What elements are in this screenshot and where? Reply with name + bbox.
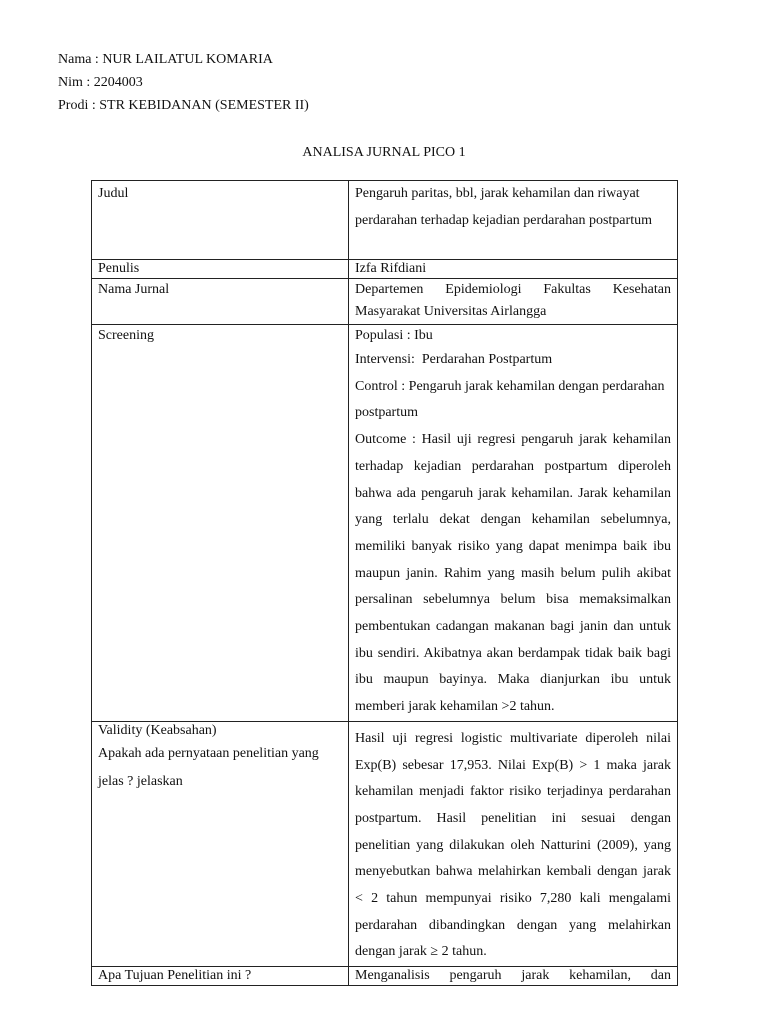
- pico-analysis-table: [91, 180, 678, 986]
- table-row: [92, 181, 678, 260]
- table-row: [92, 967, 678, 986]
- row-value-nama-jurnal: Departemen Epidemiologi Fakultas Kesehatan Masyarakat Universitas Airlangga: [349, 279, 678, 325]
- student-name: Nama : NUR LAILATUL KOMARIA: [58, 52, 273, 67]
- row-label-validity: [92, 721, 349, 966]
- row-label-penulis: Penulis: [92, 260, 349, 279]
- table-row: [92, 260, 678, 279]
- document-title: ANALISA JURNAL PICO 1: [302, 145, 466, 160]
- screening-outcome: Outcome : Hasil uji regresi pengaruh jarak kehamilan terhadap kejadian perdarahan postpartum diperoleh bahwa ada pengaruh jarak kehamilan. Jarak kehamilan yang terlalu dekat dengan kehamilan sebelumnya, memiliki banyak risiko yang dapat menimpa baik ibu maupun janin. Rahim yang masih belum pulih akibat persalinan sebelumnya belum bisa memaksimalkan pembentukan cadangan makanan bagi janin dan untuk ibu sendiri. Akibatnya akan berdampak tidak baik bagi ibu maupun bayinya. Maka dianjurkan ibu untuk memberi jarak kehamilan >2 tahun.: [355, 432, 671, 715]
- student-info: [58, 48, 309, 117]
- student-nim: Nim : 2204003: [58, 75, 143, 90]
- row-label-tujuan: Apa Tujuan Penelitian ini ?: [92, 967, 349, 986]
- student-prodi: Prodi : STR KEBIDANAN (SEMESTER II): [58, 98, 309, 113]
- screening-populasi: Populasi : Ibu: [355, 328, 433, 343]
- table-row: [92, 325, 678, 722]
- row-value-tujuan: Menganalisis pengaruh jarak kehamilan, dan: [349, 967, 678, 986]
- table-row: [92, 279, 678, 325]
- row-label-judul: Judul: [92, 181, 349, 260]
- row-label-screening: Screening: [92, 325, 349, 722]
- row-label-nama-jurnal: Nama Jurnal: [92, 279, 349, 325]
- row-value-penulis: Izfa Rifdiani: [349, 260, 678, 279]
- table-row: [92, 721, 678, 966]
- validity-label-title: Validity (Keabsahan): [98, 722, 217, 738]
- screening-intervensi: Intervensi: Perdarahan Postpartum: [355, 352, 553, 367]
- row-value-screening: [349, 325, 678, 722]
- validity-label-question: Apakah ada pernyataan penelitian yang jelas ? jelaskan: [98, 745, 319, 789]
- screening-control: Control : Pengaruh jarak kehamilan dengan perdarahan postpartum: [355, 378, 665, 421]
- row-value-judul: Pengaruh paritas, bbl, jarak kehamilan dan riwayat perdarahan terhadap kejadian perdarahan postpartum: [349, 181, 678, 260]
- row-value-validity: Hasil uji regresi logistic multivariate diperoleh nilai Exp(B) sebesar 17,953. Nilai Exp(B) > 1 maka jarak kehamilan menjadi faktor risiko terjadinya perdarahan postpartum. Hasil penelitian ini sesuai dengan penelitian yang dilakukan oleh Natturini (2009), yang menyebutkan bahwa melahirkan kembali dengan jarak < 2 tahun mempunyai risiko 7,280 kali mengalami perdarahan dibandingkan dengan yang melahirkan dengan jarak ≥ 2 tahun.: [349, 721, 678, 966]
